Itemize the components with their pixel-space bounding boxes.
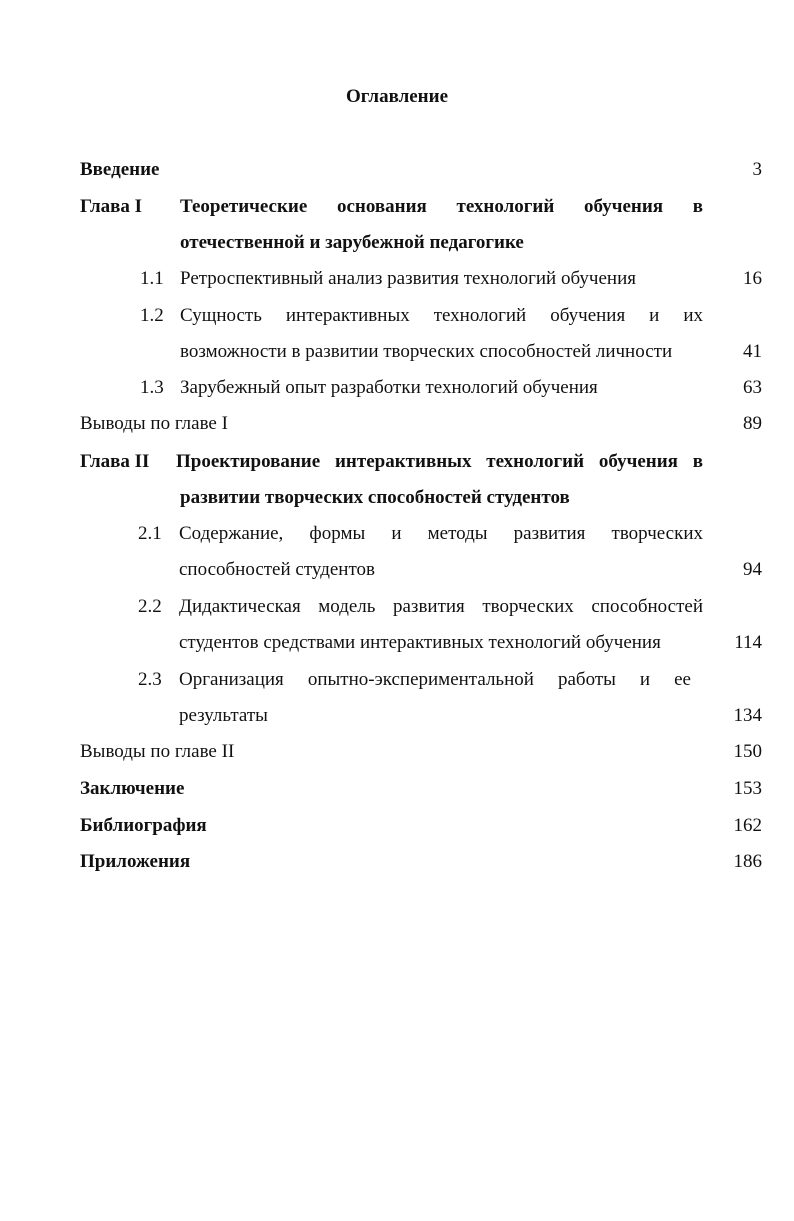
- chapter-1-conclusions: Выводы по главе I: [80, 413, 228, 434]
- toc-page-bibliography: 162: [733, 815, 762, 836]
- chapter-2-conclusions-page: 150: [733, 741, 762, 762]
- section-2-1-title-line2: способностей студентов: [179, 559, 375, 580]
- chapter-2-conclusions: Выводы по главе II: [80, 741, 235, 762]
- section-2-1-page: 94: [743, 559, 762, 580]
- section-1-2-number: 1.2: [140, 305, 164, 326]
- section-2-2-number: 2.2: [138, 596, 162, 617]
- section-2-3-page: 134: [733, 705, 762, 726]
- section-2-2-page: 114: [734, 632, 762, 653]
- section-1-1-page: 16: [743, 268, 762, 289]
- section-1-2-title-line2: возможности в развитии творческих способностей личности: [180, 341, 673, 362]
- chapter-1-prefix: Глава I: [80, 196, 143, 217]
- toc-entry-appendices: Приложения: [80, 851, 191, 872]
- section-1-3-number: 1.3: [140, 377, 164, 398]
- section-2-2-title-line2: студентов средствами интерактивных технологий обучения: [179, 632, 661, 653]
- toc-entry-conclusion: Заключение: [80, 778, 185, 799]
- section-1-3-page: 63: [743, 377, 762, 398]
- toc-page-intro: 3: [752, 159, 762, 180]
- section-1-2-title-line1: Сущность интерактивных технологий обучения и их: [180, 305, 703, 326]
- toc-page-appendices: 186: [733, 851, 762, 872]
- chapter-2-prefix: Глава II: [80, 451, 150, 472]
- toc-page-conclusion: 153: [733, 778, 762, 799]
- section-1-3-title: Зарубежный опыт разработки технологий обучения: [180, 377, 598, 398]
- section-2-1-title-line1: Содержание, формы и методы развития творческих: [179, 523, 703, 544]
- section-1-2-page: 41: [743, 341, 762, 362]
- section-2-3-title-line1: Организация опытно-экспериментальной работы и ее: [179, 669, 691, 690]
- section-1-1-title: Ретроспективный анализ развития технологий обучения: [180, 268, 636, 289]
- toc-title: Оглавление: [345, 86, 449, 107]
- toc-entry-intro: Введение: [80, 159, 160, 180]
- toc-entry-bibliography: Библиография: [80, 815, 207, 836]
- chapter-1-title-line2: отечественной и зарубежной педагогике: [180, 232, 524, 253]
- chapter-2-title-line2: развитии творческих способностей студентов: [180, 487, 570, 508]
- chapter-1-conclusions-page: 89: [743, 413, 762, 434]
- chapter-2-title-line1: Проектирование интерактивных технологий обучения в: [176, 451, 703, 472]
- section-2-3-number: 2.3: [138, 669, 162, 690]
- chapter-1-title-line1: Теоретические основания технологий обучения в: [180, 196, 703, 217]
- section-1-1-number: 1.1: [140, 268, 164, 289]
- section-2-3-title-line2: результаты: [179, 705, 268, 726]
- section-2-1-number: 2.1: [138, 523, 162, 544]
- section-2-2-title-line1: Дидактическая модель развития творческих способностей: [179, 596, 703, 617]
